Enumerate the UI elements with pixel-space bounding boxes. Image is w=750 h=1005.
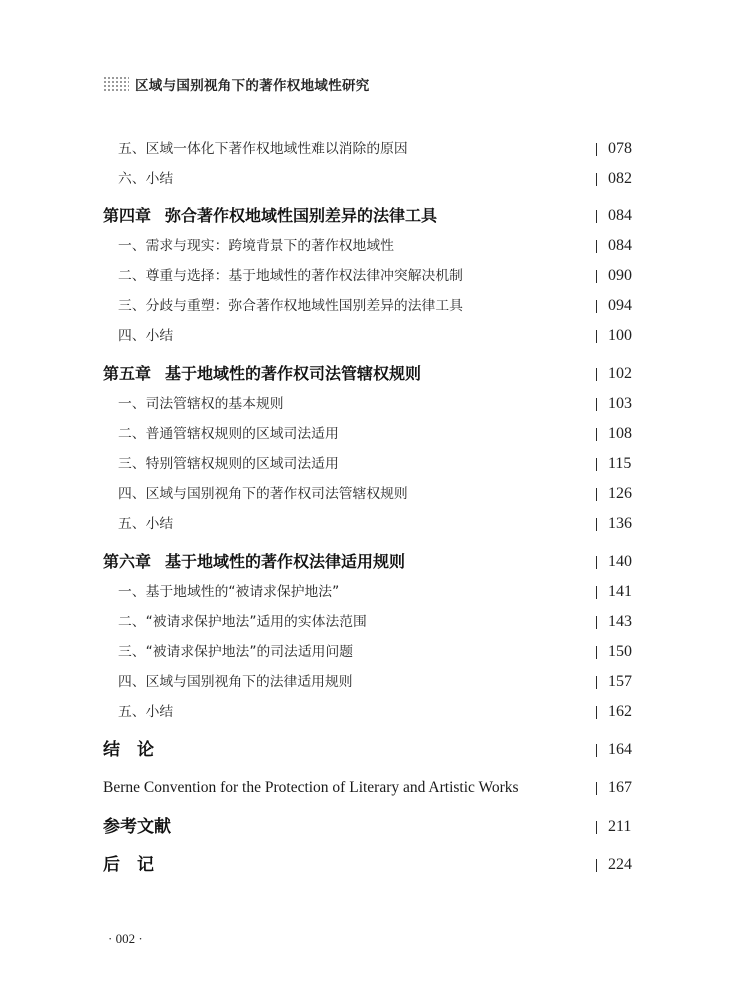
- toc-entry-section[interactable]: [0, 697, 750, 727]
- separator-bar: [596, 398, 597, 411]
- chapter-title: [103, 547, 405, 577]
- toc-page-number: 126: [608, 485, 632, 502]
- toc-page-number: 078: [608, 140, 632, 157]
- chapter-title-text: 弥合著作权地域性国别差异的法律工具: [165, 206, 438, 225]
- separator-bar: [596, 646, 597, 659]
- separator-bar: [596, 706, 597, 719]
- separator-bar: [596, 821, 597, 834]
- chapter-title: [103, 359, 421, 389]
- toc-entry-conclusion[interactable]: [0, 735, 750, 765]
- toc-entry-section[interactable]: [0, 261, 750, 291]
- chapter-title-text: 基于地域性的著作权司法管辖权规则: [165, 364, 422, 383]
- toc-entry-afterword[interactable]: [0, 850, 750, 880]
- toc-entry-section[interactable]: [0, 389, 750, 419]
- toc-entry-references[interactable]: [0, 812, 750, 842]
- toc-entry-section[interactable]: [0, 667, 750, 697]
- separator-bar: [596, 744, 597, 757]
- toc-page-number: 167: [608, 779, 632, 796]
- toc-entry-appendix[interactable]: [0, 773, 750, 803]
- toc-entry-section[interactable]: [0, 291, 750, 321]
- toc-entry-label: 三、“被请求保护地法”的司法适用问题: [118, 644, 354, 660]
- toc-page-number: 141: [608, 583, 632, 600]
- toc-page-number: 136: [608, 515, 632, 532]
- toc-entry-label: Berne Convention for the Protection of Literary and Artistic Works: [103, 779, 519, 796]
- toc-page-number: 140: [608, 553, 632, 570]
- toc-page-number: 108: [608, 425, 632, 442]
- toc-entry-label: 二、尊重与选择：基于地域性的著作权法律冲突解决机制: [118, 268, 463, 284]
- toc-page-number: 103: [608, 395, 632, 412]
- separator-bar: [596, 270, 597, 283]
- toc-page-number: 115: [608, 455, 632, 472]
- toc-entry-label: 一、需求与现实：跨境背景下的著作权地域性: [118, 238, 394, 254]
- toc-page-number: 082: [608, 170, 632, 187]
- toc-entry-chapter[interactable]: [0, 359, 750, 389]
- dot-grid-ornament-icon: [103, 76, 129, 92]
- toc-entry-section[interactable]: [0, 419, 750, 449]
- toc-entry-label: 二、普通管辖权规则的区域司法适用: [118, 426, 339, 442]
- separator-bar: [596, 859, 597, 872]
- separator-bar: [596, 368, 597, 381]
- toc-entry-label: 三、特别管辖权规则的区域司法适用: [118, 456, 339, 472]
- separator-bar: [596, 428, 597, 441]
- toc-page-number: 150: [608, 643, 632, 660]
- separator-bar: [596, 173, 597, 186]
- toc-page-number: 100: [608, 327, 632, 344]
- toc-entry-label: 五、小结: [118, 704, 174, 720]
- toc-entry-section[interactable]: [0, 607, 750, 637]
- toc-page-number: 143: [608, 613, 632, 630]
- toc-entry-label: 参考文献: [103, 817, 171, 837]
- chapter-title: [103, 201, 437, 231]
- page-footer-number: · 002 ·: [108, 931, 143, 946]
- toc-entry-label: 四、区域与国别视角下的法律适用规则: [118, 674, 353, 690]
- chapter-number: 第五章: [103, 364, 152, 383]
- toc-entry-section[interactable]: [0, 637, 750, 667]
- chapter-title-text: 基于地域性的著作权法律适用规则: [165, 552, 406, 571]
- toc-entry-label: 一、基于地域性的“被请求保护地法”: [118, 584, 340, 600]
- toc-page-number: 211: [608, 818, 632, 835]
- toc-page-number: 224: [608, 856, 632, 873]
- chapter-number: 第四章: [103, 206, 152, 225]
- separator-bar: [596, 210, 597, 223]
- toc-entry-label: 后记: [103, 855, 171, 875]
- toc-page-number: 090: [608, 267, 632, 284]
- toc-page-number: 162: [608, 703, 632, 720]
- toc-entry-section[interactable]: [0, 231, 750, 261]
- toc-page-number: 094: [608, 297, 632, 314]
- separator-bar: [596, 782, 597, 795]
- separator-bar: [596, 240, 597, 253]
- header-title: 区域与国别视角下的著作权地域性研究: [135, 78, 370, 94]
- toc-entry-label: 结论: [103, 740, 171, 760]
- toc-page-number: 102: [608, 365, 632, 382]
- separator-bar: [596, 330, 597, 343]
- toc-entry-label: 五、区域一体化下著作权地域性难以消除的原因: [118, 141, 408, 157]
- toc-entry-section[interactable]: [0, 134, 750, 164]
- toc-entry-section[interactable]: [0, 509, 750, 539]
- separator-bar: [596, 458, 597, 471]
- running-header: [103, 73, 370, 95]
- toc-entry-label: 二、“被请求保护地法”适用的实体法范围: [118, 614, 367, 630]
- toc-entry-section[interactable]: [0, 577, 750, 607]
- toc-entry-label: 五、小结: [118, 516, 174, 532]
- toc-entry-label: 一、司法管辖权的基本规则: [118, 396, 284, 412]
- toc-entry-section[interactable]: [0, 479, 750, 509]
- separator-bar: [596, 300, 597, 313]
- separator-bar: [596, 518, 597, 531]
- separator-bar: [596, 488, 597, 501]
- toc-entry-label: 四、区域与国别视角下的著作权司法管辖权规则: [118, 486, 408, 502]
- toc-entry-section[interactable]: [0, 449, 750, 479]
- toc-page-number: 164: [608, 741, 632, 758]
- toc-entry-section[interactable]: [0, 164, 750, 194]
- separator-bar: [596, 616, 597, 629]
- separator-bar: [596, 676, 597, 689]
- toc-entry-section[interactable]: [0, 321, 750, 351]
- chapter-number: 第六章: [103, 552, 152, 571]
- toc-entry-chapter[interactable]: [0, 201, 750, 231]
- toc-entry-label: 三、分歧与重塑：弥合著作权地域性国别差异的法律工具: [118, 298, 463, 314]
- toc-page-number: 084: [608, 207, 632, 224]
- toc-entry-label: 四、小结: [118, 328, 174, 344]
- toc-entry-label: 六、小结: [118, 171, 174, 187]
- toc-page-number: 157: [608, 673, 632, 690]
- separator-bar: [596, 556, 597, 569]
- separator-bar: [596, 143, 597, 156]
- toc-entry-chapter[interactable]: [0, 547, 750, 577]
- separator-bar: [596, 586, 597, 599]
- toc-page-number: 084: [608, 237, 632, 254]
